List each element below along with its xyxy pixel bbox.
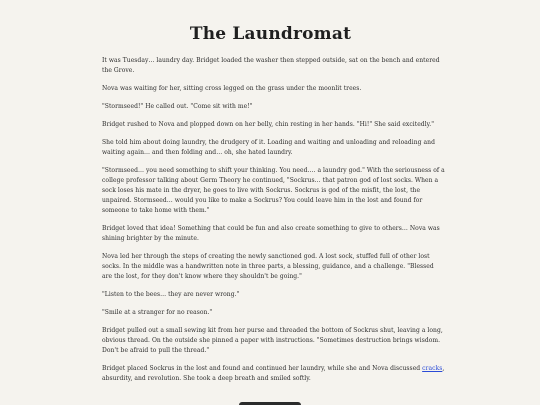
story-paragraph: She told him about doing laundry, the drudgery of it. Loading and waiting and unloading and reloading and waiting again… and then folding and… oh, she hated laundry. — [102, 139, 435, 156]
story-paragraph: "Listen to the bees… they are never wrong." — [102, 291, 240, 298]
story-paragraph: "Smile at a stranger for no reason." — [102, 309, 213, 316]
story-paragraph: "Stormseed!" He called out. "Come sit with me!" — [102, 103, 253, 110]
paragraph-text-after-link: , absurdity, and revolution. She took a deep breath and smiled softly. — [102, 365, 445, 382]
story-paragraph: Nova led her through the steps of creating the newly sanctioned god. A lost sock, stuffed full of other lost socks. In the middle was a handwritten note in three parts, a blessing, guidance, and a challenge. "Blessed are the lost, for they don't know where they shouldn't be going." — [102, 253, 434, 280]
story-body — [102, 56, 445, 384]
story-paragraph: Bridget pulled out a small sewing kit from her purse and threaded the bottom of Sockrus shut, leaving a long, obvious thread. On the outside she pinned a paper with instructions. "Sometimes destruction brings wisdom. Don't be afraid to pull the thread." — [102, 327, 443, 354]
story-paragraph: Bridget loved that idea! Something that could be fun and also create something to give to others… Nova was shining brighter by the minute. — [102, 225, 440, 242]
story-paragraph: It was Tuesday… laundry day. Bridget loaded the washer then stepped outside, sat on the bench and entered the Grove. — [102, 57, 440, 74]
paragraph-text-before-link: Bridget placed Sockrus in the lost and found and continued her laundry, while she and Nova discussed — [102, 365, 423, 372]
story-paragraph: "Stormseed… you need something to shift your thinking. You need…. a laundry god." With the seriousness of a college professor talking about Germ Theory he continued, "Sockrus… that patron god of lost socks. When a sock loses his mate in the dryer, he goes to live with Sockrus. Sockrus is god of the misfit, the lost, the unpaired. Stormseed… would you like to make a Sockrus? You could leave him in the lost and found for someone to take home with them." — [102, 167, 445, 214]
story-paragraph: Nova was waiting for her, sitting cross legged on the grass under the moonlit trees. — [102, 85, 362, 92]
page-title: The Laundromat — [189, 24, 352, 44]
story-paragraph: Bridget rushed to Nova and plopped down on her belly, chin resting in her hands. "Hi!" She said excitedly." — [102, 121, 435, 128]
cracks-link[interactable]: cracks — [422, 365, 443, 372]
story-paragraph-last — [102, 364, 445, 384]
